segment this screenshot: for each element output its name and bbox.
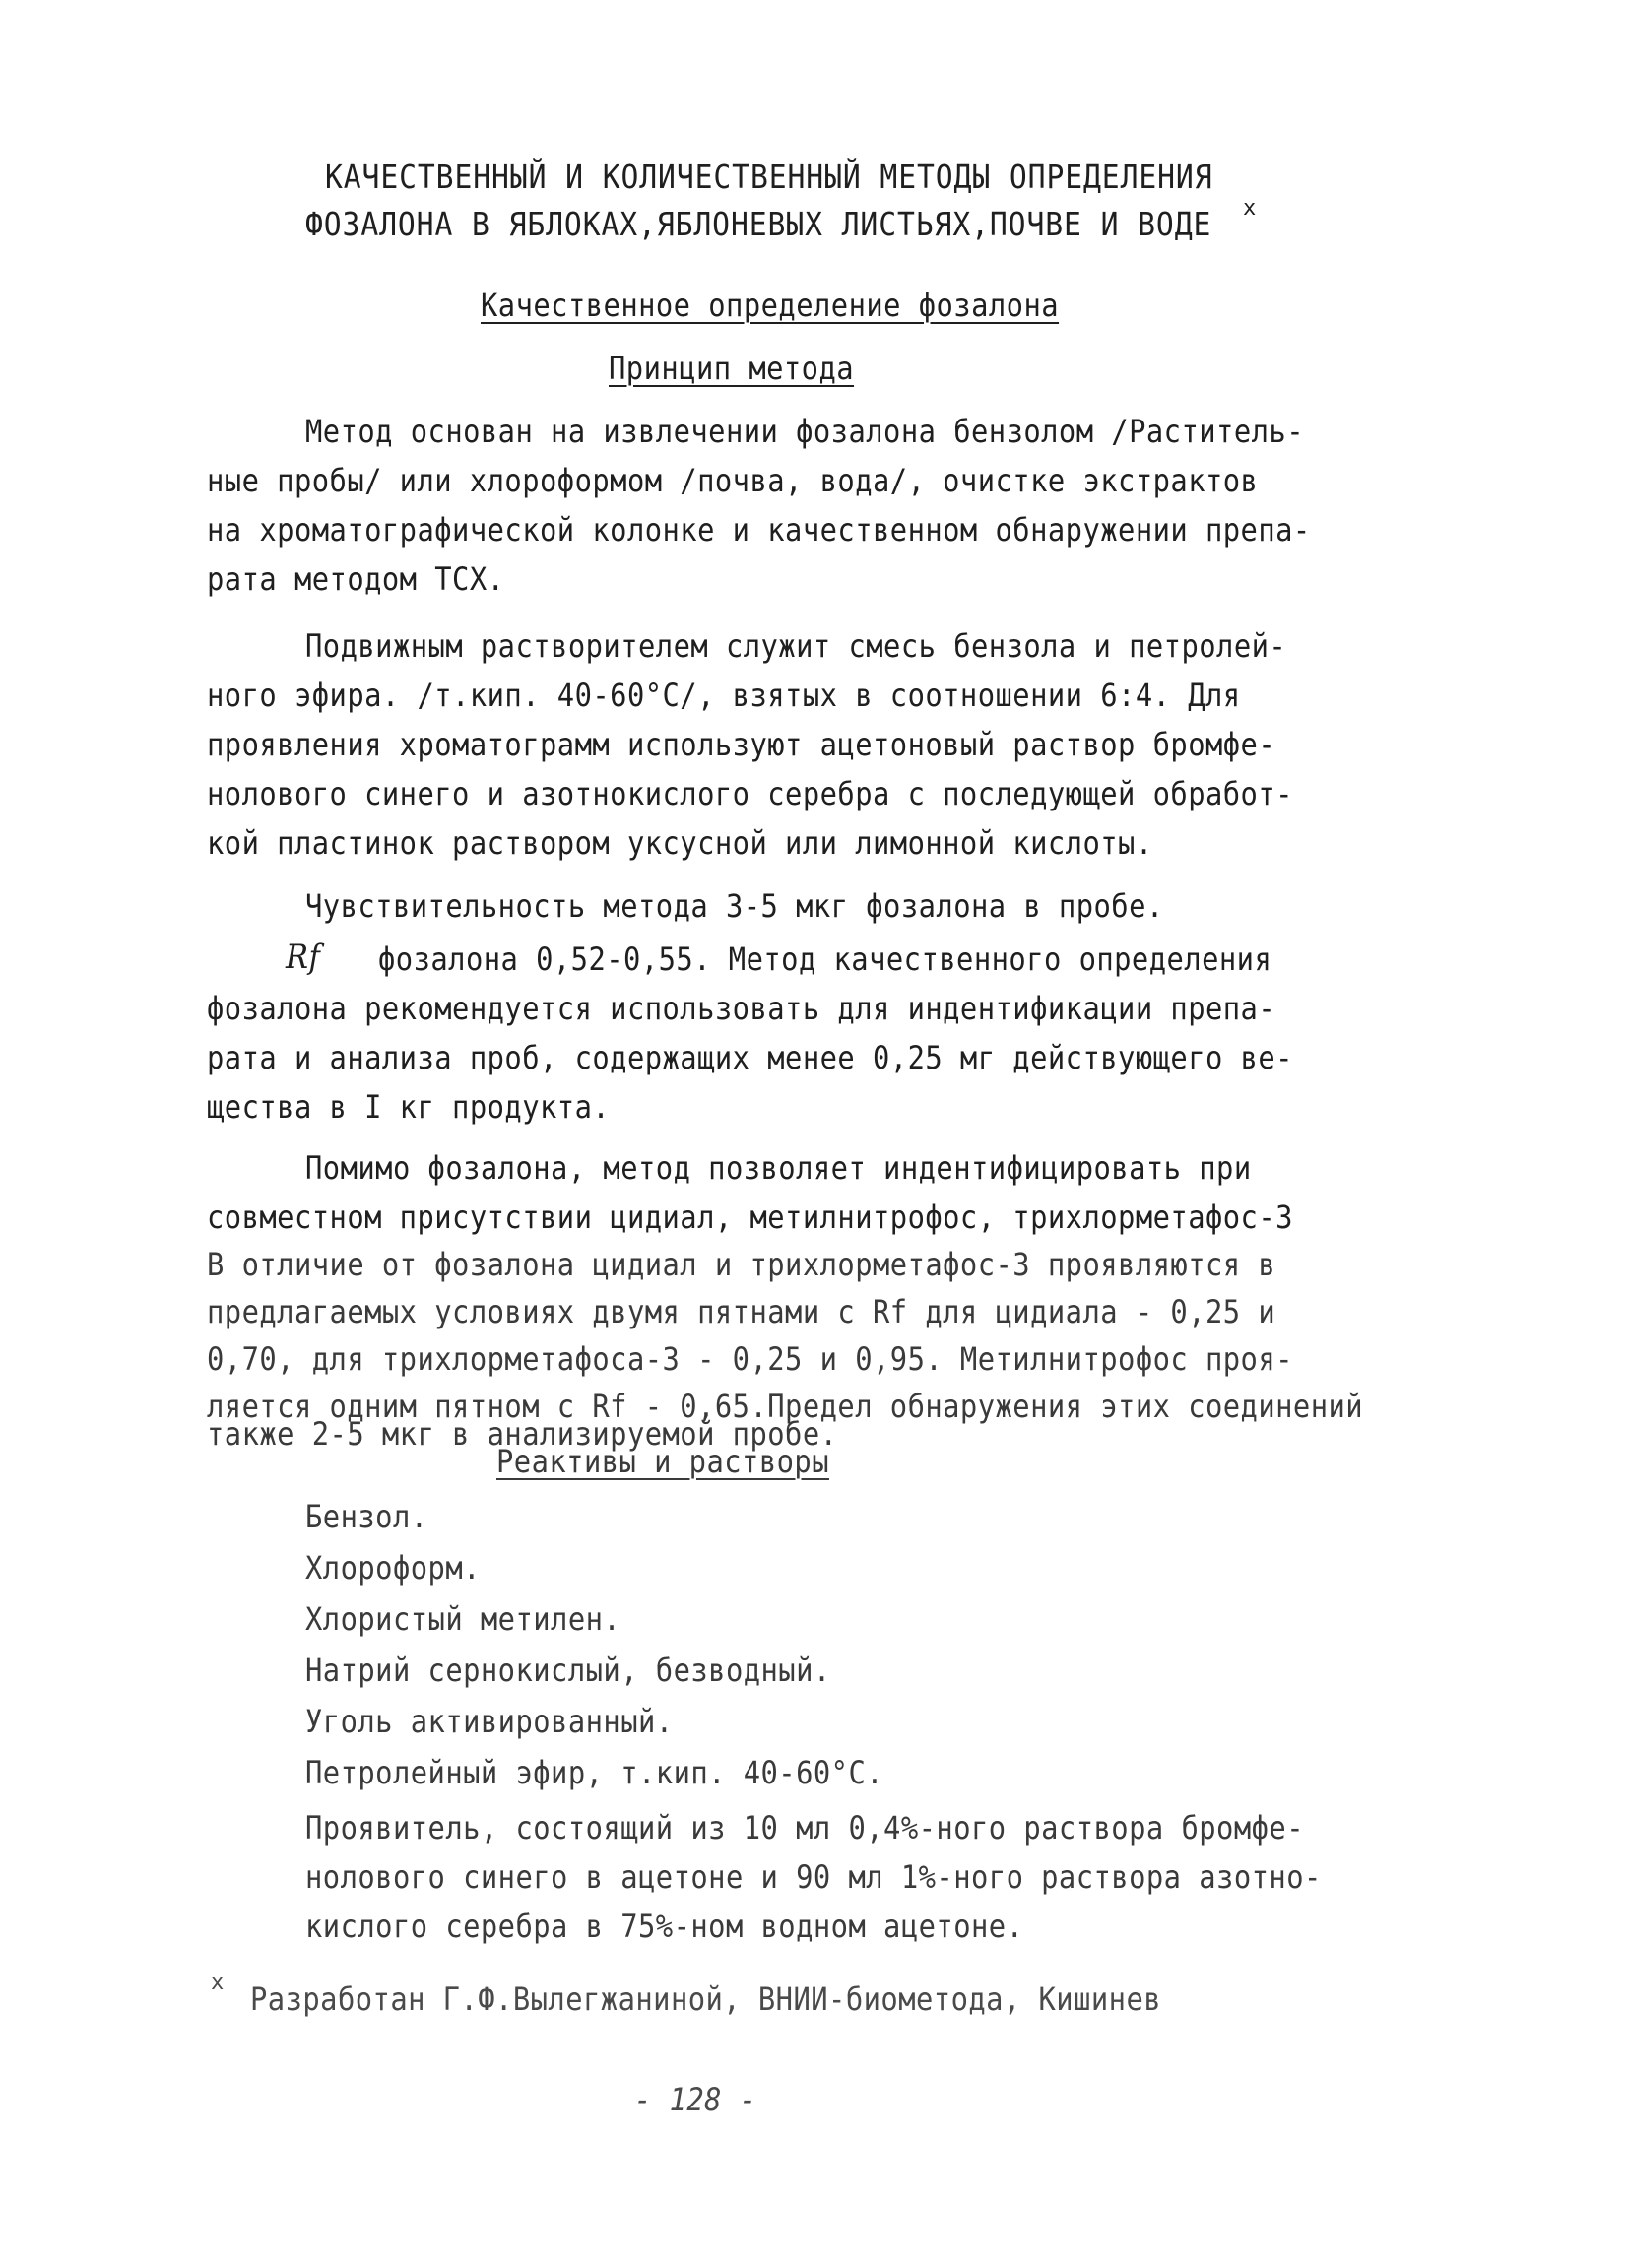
paragraph-line: Подвижным растворителем служит смесь бензола и петролей- bbox=[305, 627, 1287, 665]
footnote-mark: x bbox=[211, 1971, 225, 1995]
developer-line: кислого серебра в 75%-ном водном ацетоне. bbox=[305, 1908, 1024, 1945]
developer-line: Проявитель, состоящий из 10 мл 0,4%-ного раствора бромфе- bbox=[305, 1809, 1304, 1847]
paragraph-line: предлагаемых условиях двумя пятнами с Rf для цидиала - 0,25 и bbox=[207, 1293, 1276, 1330]
title-footnote-mark: x bbox=[1243, 196, 1257, 221]
paragraph-line: ного эфира. /т.кип. 40-60°С/, взятых в соотношении 6:4. Для bbox=[207, 677, 1241, 714]
page-number: - 128 - bbox=[634, 2081, 757, 2118]
paragraph-line: совместном присутствии цидиал, метилнитрофос, трихлорметафос-3 bbox=[207, 1199, 1293, 1236]
paragraph-line: ные пробы/ или хлороформом /почва, вода/, очистке экстрактов bbox=[207, 462, 1259, 499]
paragraph-line: щества в I кг продукта. bbox=[207, 1088, 611, 1126]
reagents-heading: Реактивы и растворы bbox=[496, 1443, 829, 1480]
sensitivity-line: Чувствительность метода 3-5 мкг фозалона в пробе. bbox=[305, 887, 1164, 925]
paragraph-line: нолового синего и азотнокислого серебра с последующей обработ- bbox=[207, 775, 1293, 812]
paragraph-line: 0,70, для трихлорметафоса-3 - 0,25 и 0,95. Метилнитрофос проя- bbox=[207, 1340, 1293, 1378]
paragraph-line: проявления хроматограмм используют ацетоновый раствор бромфе- bbox=[207, 726, 1276, 763]
footnote-text: Разработан Г.Ф.Вылегжаниной, ВНИИ-биометода, Кишинев bbox=[250, 1980, 1162, 2018]
section-heading: Качественное определение фозалона bbox=[481, 287, 1060, 324]
paragraph-line: фозалона рекомендуется использовать для индентификации препа- bbox=[207, 990, 1276, 1027]
developer-line: нолового синего в ацетоне и 90 мл 1%-ного раствора азотно- bbox=[305, 1858, 1322, 1896]
reagent-item: Петролейный эфир, т.кип. 40-60°С. bbox=[305, 1754, 884, 1791]
reagent-item: Бензол. bbox=[305, 1498, 428, 1535]
reagent-item: Уголь активированный. bbox=[305, 1703, 674, 1740]
reagent-item: Хлороформ. bbox=[305, 1549, 481, 1587]
paragraph-line: также 2-5 мкг в анализируемой пробе. bbox=[207, 1415, 838, 1453]
paragraph-line: кой пластинок раствором уксусной или лимонной кислоты. bbox=[207, 824, 1153, 862]
reagent-item: Натрий сернокислый, безводный. bbox=[305, 1652, 831, 1689]
paragraph-line: рата методом ТСХ. bbox=[207, 560, 505, 598]
principle-heading: Принцип метода bbox=[609, 350, 855, 387]
paragraph-line: В отличие от фозалона цидиал и трихлорметафос-3 проявляются в bbox=[207, 1246, 1276, 1283]
paragraph-line: рата и анализа проб, содержащих менее 0,25 мг действующего ве- bbox=[207, 1039, 1293, 1076]
paragraph-line: фозалона 0,52-0,55. Метод качественного определения bbox=[378, 940, 1272, 978]
reagent-item: Хлористый метилен. bbox=[305, 1600, 621, 1638]
paragraph-line: на хроматографической колонке и качественном обнаружении препа- bbox=[207, 511, 1311, 549]
title-line-2: ФОЗАЛОНА В ЯБЛОКАХ,ЯБЛОНЕВЫХ ЛИСТЬЯХ,ПОЧВЕ И ВОДЕ bbox=[305, 205, 1212, 243]
paragraph-line: ляется одним пятном с Rf - 0,65.Предел обнаружения этих соединений bbox=[207, 1388, 1364, 1425]
title-line-1: КАЧЕСТВЕННЫЙ И КОЛИЧЕСТВЕННЫЙ МЕТОДЫ ОПРЕДЕЛЕНИЯ bbox=[325, 158, 1213, 196]
paragraph-line: Метод основан на извлечении фозалона бензолом /Раститель- bbox=[305, 413, 1304, 450]
paragraph-line: Помимо фозалона, метод позволяет индентифицировать при bbox=[305, 1149, 1252, 1187]
rf-handwritten: Rf bbox=[286, 938, 321, 977]
